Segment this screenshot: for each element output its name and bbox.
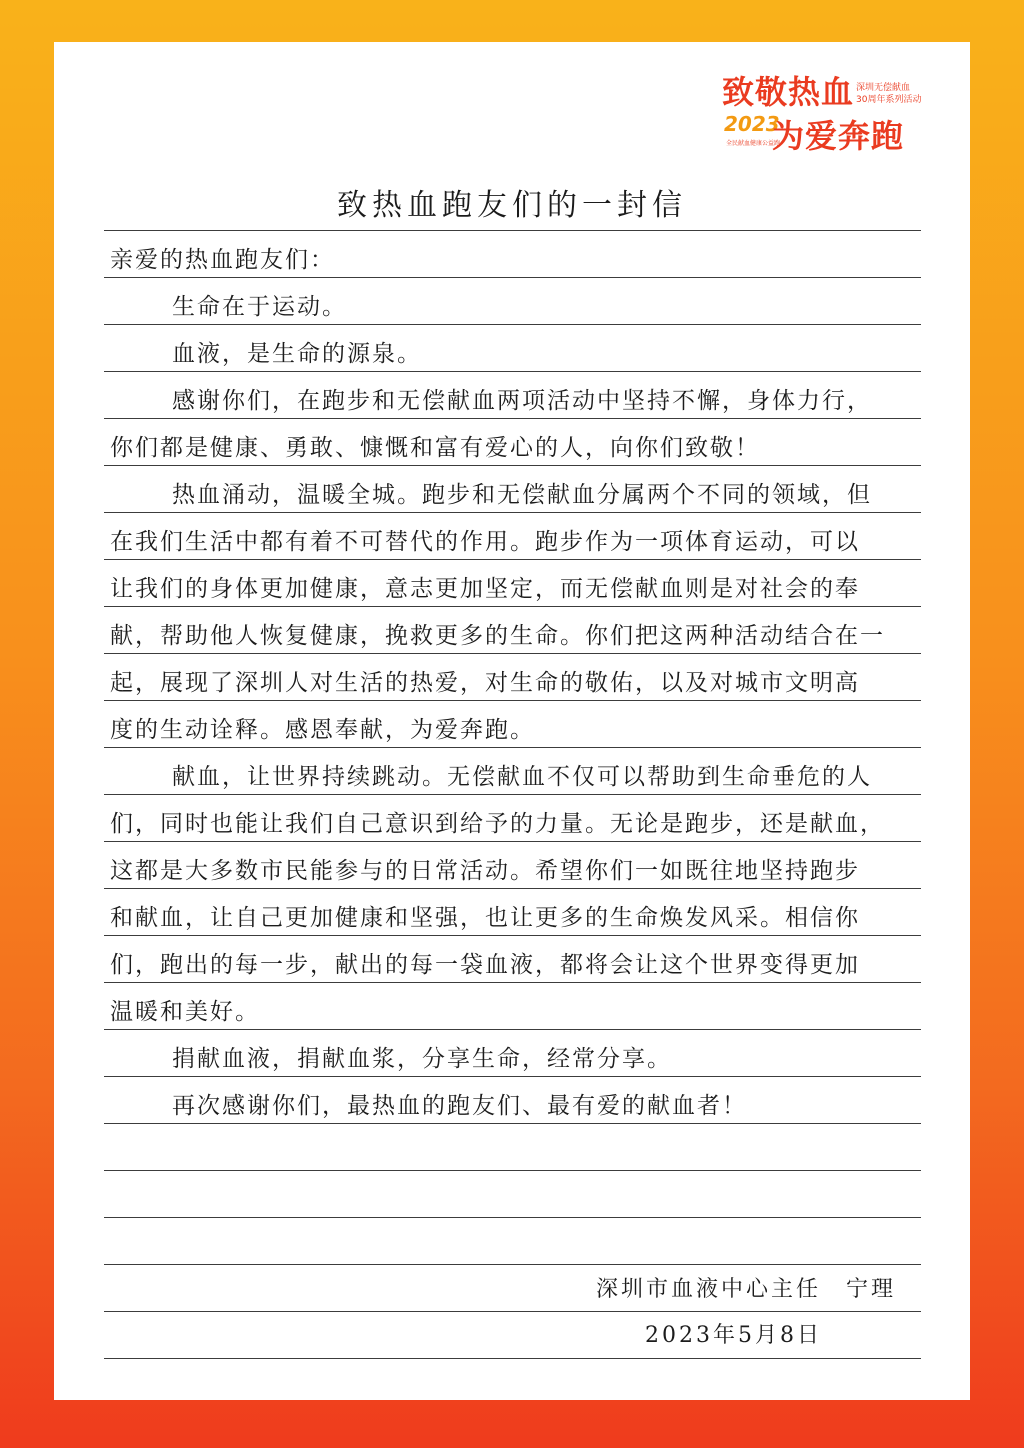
logo-line1: 致敬热血	[722, 73, 855, 111]
logo-tiny: 全民献血健康公益跑	[726, 140, 781, 147]
letter-line: 们，同时也能让我们自己意识到给予的力量。无论是跑步，还是献血，	[110, 811, 885, 837]
letter-line: 起，展现了深圳人对生活的热爱，对生命的敬佑，以及对城市文明高	[110, 670, 860, 696]
letter-line: 温暖和美好。	[110, 999, 260, 1025]
letter-paper	[54, 42, 970, 1400]
logo-line2: 为爱奔跑	[772, 117, 905, 155]
logo-sub1: 深圳无偿献血	[856, 83, 911, 93]
letter-line: 热血涌动，温暖全城。跑步和无偿献血分属两个不同的领域，但	[172, 482, 872, 508]
logo-sub2: 30周年系列活动	[856, 95, 922, 105]
letter-greeting: 亲爱的热血跑友们：	[110, 247, 335, 273]
letter-line: 再次感谢你们，最热血的跑友们、最有爱的献血者！	[172, 1093, 747, 1119]
letter-title: 致热血跑友们的一封信	[337, 188, 687, 223]
letter-line: 献，帮助他人恢复健康，挽救更多的生命。你们把这两种活动结合在一	[110, 623, 885, 649]
ruled-line	[104, 230, 921, 231]
letter-date: 2023年5月8日	[645, 1323, 822, 1348]
letter-line: 感谢你们，在跑步和无偿献血两项活动中坚持不懈，身体力行，	[172, 388, 872, 414]
letter-line: 献血，让世界持续跳动。无偿献血不仅可以帮助到生命垂危的人	[172, 764, 872, 790]
letter-line: 生命在于运动。	[172, 294, 347, 320]
letter-line: 你们都是健康、勇敢、慷慨和富有爱心的人，向你们致敬！	[110, 435, 760, 461]
letter-line: 血液，是生命的源泉。	[172, 341, 422, 367]
letter-line: 在我们生活中都有着不可替代的作用。跑步作为一项体育运动，可以	[110, 529, 860, 555]
letter-line: 捐献血液，捐献血浆，分享生命，经常分享。	[172, 1046, 672, 1072]
letter-line: 这都是大多数市民能参与的日常活动。希望你们一如既往地坚持跑步	[110, 858, 860, 884]
letter-line: 度的生动诠释。感恩奉献，为爱奔跑。	[110, 717, 535, 743]
ruled-line	[104, 1217, 921, 1218]
ruled-line	[104, 1358, 921, 1359]
letter-line: 让我们的身体更加健康，意志更加坚定，而无偿献血则是对社会的奉	[110, 576, 860, 602]
letter-line: 和献血，让自己更加健康和坚强，也让更多的生命焕发风采。相信你	[110, 905, 860, 931]
event-logo	[722, 73, 922, 186]
letter-line: 们，跑出的每一步，献出的每一袋血液，都将会让这个世界变得更加	[110, 952, 860, 978]
ruled-line	[104, 1170, 921, 1171]
signature: 深圳市血液中心主任 宁理	[595, 1277, 896, 1302]
ruled-line	[104, 1264, 921, 1265]
logo-year: 2023	[724, 112, 780, 136]
